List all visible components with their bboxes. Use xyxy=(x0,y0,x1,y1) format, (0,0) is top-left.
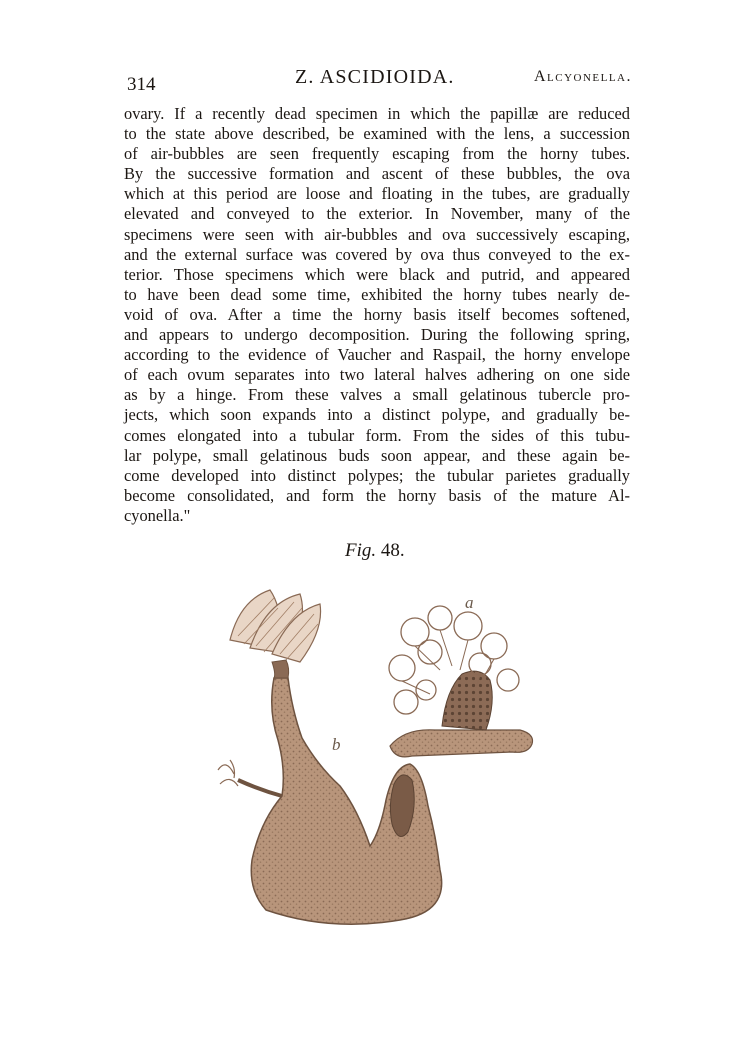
genus-heading: Alcyonella. xyxy=(533,68,632,85)
text-line: become consolidated, and form the horny basis of the mature Al- xyxy=(124,485,630,505)
figure-label-a: a xyxy=(465,593,474,612)
polype-crown xyxy=(230,590,321,662)
text-line: comes elongated into a tubular form. From the sides of this tubu- xyxy=(124,425,630,445)
figure-caption xyxy=(345,540,405,562)
section-title: Z. ASCIDIOIDA. xyxy=(295,66,455,88)
figure-label-b: b xyxy=(332,735,341,754)
text-line: ovary. If a recently dead specimen in which the papillæ are reduced xyxy=(124,104,630,123)
text-line: as by a hinge. From these valves a small gelatinous tubercle pro- xyxy=(124,385,630,405)
alcyonella-illustration xyxy=(190,570,550,930)
body-text xyxy=(124,104,630,526)
figure-caption-number: 48. xyxy=(380,540,405,561)
text-line: lar polype, small gelatinous buds soon appear, and these again be- xyxy=(124,445,630,465)
figure-caption-word: Fig. xyxy=(345,540,377,561)
text-line: which at this period are loose and floating in the tubes, are gradually xyxy=(124,184,630,204)
text-line: specimens were seen with air-bubbles and ova successively escaping, xyxy=(124,224,630,244)
text-line: and the external surface was covered by ova thus conveyed to the ex- xyxy=(124,244,630,264)
colony-a-group xyxy=(389,606,533,757)
text-line: jects, which soon expands into a distinct polype, and gradually be- xyxy=(124,405,630,425)
text-line: of air-bubbles are seen frequently escaping from the horny tubes. xyxy=(124,144,630,164)
text-line: cyonella." xyxy=(124,505,191,525)
text-line: to have been dead some time, exhibited the horny tubes nearly de- xyxy=(124,284,630,304)
page-number: 314 xyxy=(127,74,156,95)
running-head xyxy=(127,66,632,94)
text-line: come developed into distinct polypes; the tubular parietes gradually xyxy=(124,465,630,485)
text-line: void of ova. After a time the horny basis itself becomes softened, xyxy=(124,304,630,324)
text-line: of each ovum separates into two lateral halves adhering on one side xyxy=(124,365,630,385)
text-line: and appears to undergo decomposition. During the following spring, xyxy=(124,325,630,345)
text-line: to the state above described, be examined with the lens, a succession xyxy=(124,124,630,144)
text-line: By the successive formation and ascent of these bubbles, the ova xyxy=(124,164,630,184)
alcyonella-drawing xyxy=(190,570,550,930)
text-line: according to the evidence of Vaucher and Raspail, the horny envelope xyxy=(124,345,630,365)
text-line: terior. Those specimens which were black and putrid, and appeared xyxy=(124,264,630,284)
text-line: elevated and conveyed to the exterior. In November, many of the xyxy=(124,204,630,224)
